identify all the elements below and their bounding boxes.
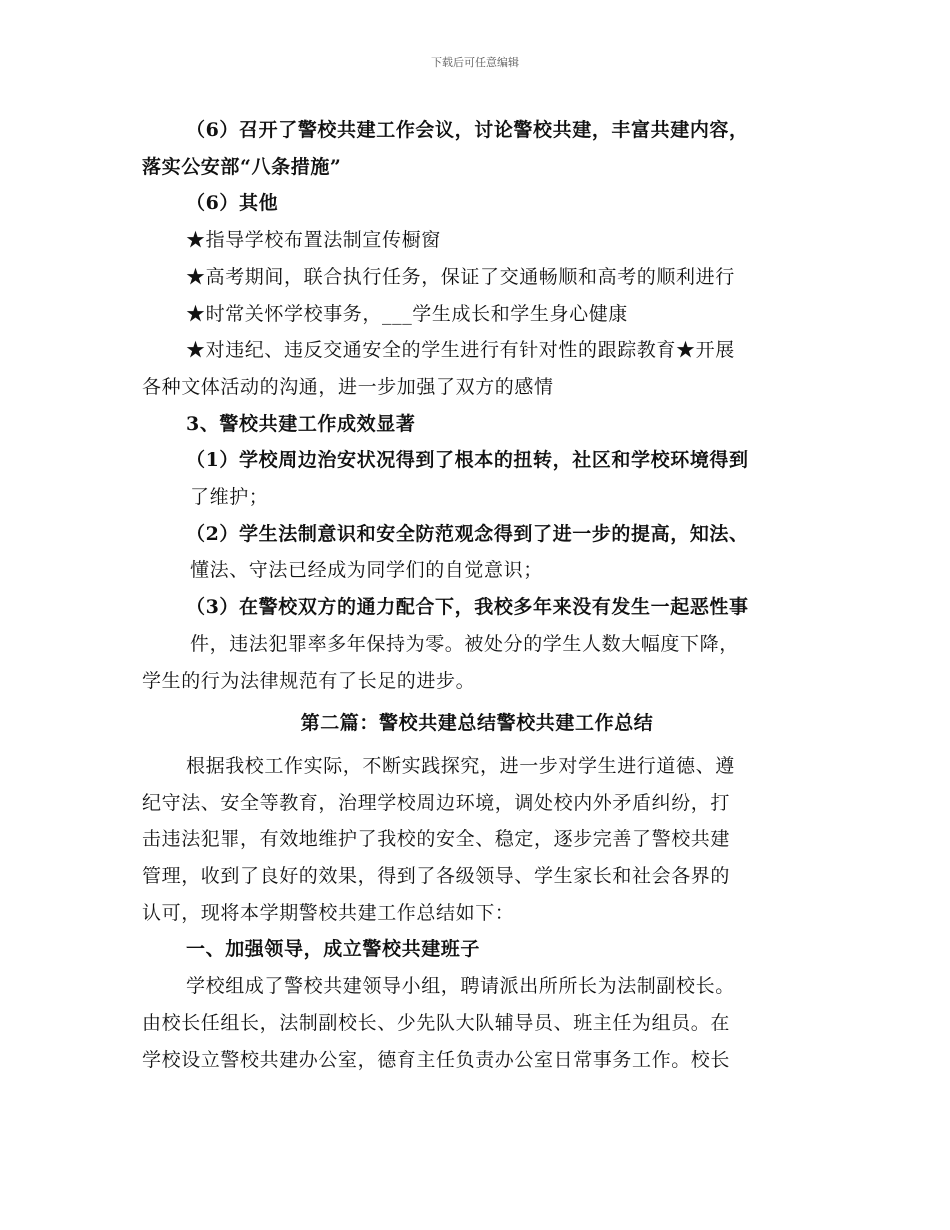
paragraph-line: 根据我校工作实际，不断实践探究，进一步对学生进行道德、遵 [186, 754, 735, 777]
paragraph-line: 纪守法、安全等教育，治理学校周边环境，调处校内外矛盾纠纷，打 [142, 791, 731, 814]
paragraph-line: （1）学校周边治安状况得到了根本的扭转，社区和学校环境得到 [186, 449, 749, 472]
paragraph-line: 认可，现将本学期警校共建工作总结如下： [142, 901, 515, 924]
paragraph-line: 各种文体活动的沟通，进一步加强了双方的感情 [142, 375, 554, 398]
paragraph-line: 懂法、守法已经成为同学们的自觉意识； [190, 559, 543, 582]
bullet-item: ★时常关怀学校事务，___学生成长和学生身心健康 [186, 302, 628, 325]
paragraph-line: 学校设立警校共建办公室，德育主任负责办公室日常事务工作。校长 [142, 1048, 731, 1071]
paragraph-line: 了维护； [190, 486, 269, 509]
paragraph-line: 管理，收到了良好的效果，得到了各级领导、学生家长和社会各界的 [142, 865, 731, 888]
paragraph-line: （2）学生法制意识和安全防范观念得到了进一步的提高，知法、 [186, 522, 749, 545]
section-heading: 一、加强领导，成立警校共建班子 [186, 938, 481, 961]
bullet-item: ★指导学校布置法制宣传橱窗 [186, 229, 441, 252]
paragraph-line: 击违法犯罪，有效地维护了我校的安全、稳定，逐步完善了警校共建 [142, 828, 731, 851]
bullet-item: ★高考期间，联合执行任务，保证了交通畅顺和高考的顺利进行 [186, 265, 735, 288]
paragraph-line: 落实公安部“八条措施” [142, 155, 342, 178]
subheading: （6）其他 [186, 192, 279, 215]
paragraph-line: 件，违法犯罪率多年保持为零。被处分的学生人数大幅度下降， [190, 632, 739, 655]
bullet-item: ★对违纪、违反交通安全的学生进行有针对性的跟踪教育★开展 [186, 339, 735, 362]
page-header: 下载后可任意编辑 [431, 56, 519, 69]
paragraph-line: 由校长任组长，法制副校长、少先队大队辅导员、班主任为组员。在 [142, 1011, 731, 1034]
section-heading: 3、警校共建工作成效显著 [186, 412, 416, 435]
paragraph-line: 学校组成了警校共建领导小组，聘请派出所所长为法制副校长。 [186, 975, 735, 998]
chapter-title: 第二篇：警校共建总结警校共建工作总结 [300, 712, 654, 735]
paragraph-line: 学生的行为法律规范有了长足的进步。 [142, 669, 476, 692]
paragraph-line: （3）在警校双方的通力配合下，我校多年来没有发生一起恶性事 [186, 596, 749, 619]
document-body [142, 112, 812, 1078]
paragraph-line: （6）召开了警校共建工作会议，讨论警校共建，丰富共建内容， [186, 119, 749, 141]
